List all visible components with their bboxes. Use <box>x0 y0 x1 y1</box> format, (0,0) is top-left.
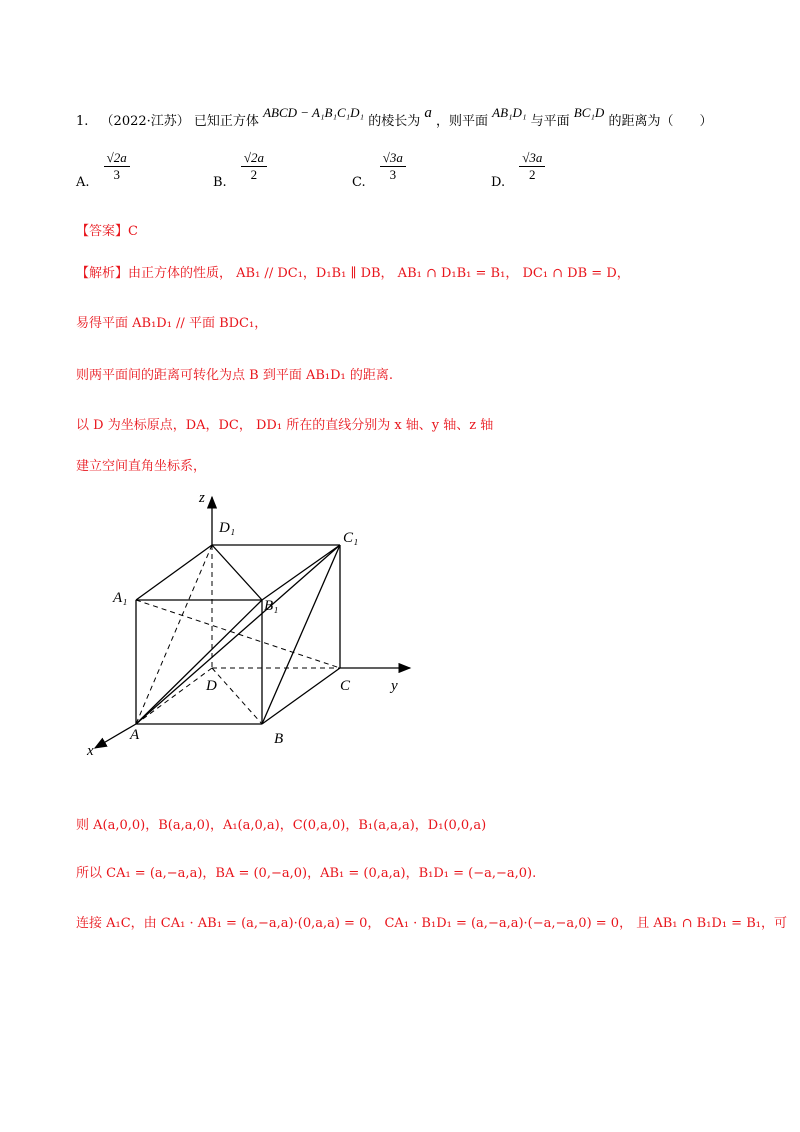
question-number: 1. <box>76 114 89 129</box>
question-text-5: 的距离为（ ） <box>608 114 713 129</box>
analysis-line-5: 建立空间直角坐标系， <box>76 459 207 474</box>
label-C1: C₁ <box>343 530 359 546</box>
x-axis <box>95 724 136 748</box>
analysis-line-2: 易得平面 AB₁D₁ // 平面 BDC₁， <box>76 316 268 331</box>
label-x: x <box>87 743 94 759</box>
analysis-label: 【解析】 <box>76 266 129 281</box>
label-D: D <box>206 678 217 694</box>
analysis-line-6: 则 A(a,0,0)，B(a,a,0)，A₁(a,0,a)，C(0,a,0)，B₁(a,a,a)，D₁(0,0,a) <box>76 818 487 833</box>
option-c: C. $\frac{√3a}{3}$ <box>352 150 406 183</box>
analysis-line-8: 连接 A₁C，由 CA₁ · AB₁ = (a,−a,a)·(0,a,a) = 0， CA₁ · B₁D₁ = (a,−a,a)·(−a,−a,0) = 0， 且 AB₁ ∩ B₁D₁ = B₁，可 <box>76 916 787 931</box>
label-B1: B₁ <box>264 598 279 614</box>
label-A1: A₁ <box>113 590 128 606</box>
question-text-3: ，则平面 <box>436 114 489 129</box>
label-B: B <box>274 731 284 747</box>
analysis-line-4: 以 D 为坐标原点，DA，DC， DD₁ 所在的直线分别为 x 轴、y 轴、z 轴 <box>76 418 494 433</box>
label-C: C <box>340 678 351 694</box>
option-a: A. $\frac{√2a}{3}$ <box>76 150 130 183</box>
solid-name: ABCD − A₁B₁C₁D₁ <box>263 105 365 120</box>
question-text-2: 的棱长为 <box>368 114 421 129</box>
answer-label: 【答案】 <box>76 224 129 239</box>
answer-value: C <box>128 224 138 239</box>
label-z: z <box>199 490 205 506</box>
question-text-4: 与平面 <box>530 114 570 129</box>
option-b: B. $\frac{√2a}{2}$ <box>213 150 267 183</box>
edge-length: a <box>424 105 432 121</box>
question-source: （2022·江苏） <box>100 114 190 129</box>
label-A: A <box>130 727 140 743</box>
answer-line <box>76 220 138 239</box>
plane-1: AB₁D₁ <box>492 105 527 120</box>
label-y: y <box>391 678 398 694</box>
option-d: D. $\frac{√3a}{2}$ <box>491 150 545 183</box>
analysis-line-1: 【解析】由正方体的性质， AB₁ // DC₁，D₁B₁ ∥ DB， AB₁ ∩ D₁B₁ = B₁， DC₁ ∩ DB = D， <box>76 266 630 281</box>
label-D1: D₁ <box>219 520 236 536</box>
question-text-1: 已知正方体 <box>193 114 259 129</box>
analysis-line-3: 则两平面间的距离可转化为点 B 到平面 AB₁D₁ 的距离. <box>76 368 394 383</box>
analysis-line-7: 所以 CA₁ = (a,−a,a)，BA = (0,−a,0)，AB₁ = (0,a,a)，B₁D₁ = (−a,−a,0). <box>76 866 537 881</box>
question-line <box>76 105 713 130</box>
plane-2: BC₁D <box>573 105 605 120</box>
